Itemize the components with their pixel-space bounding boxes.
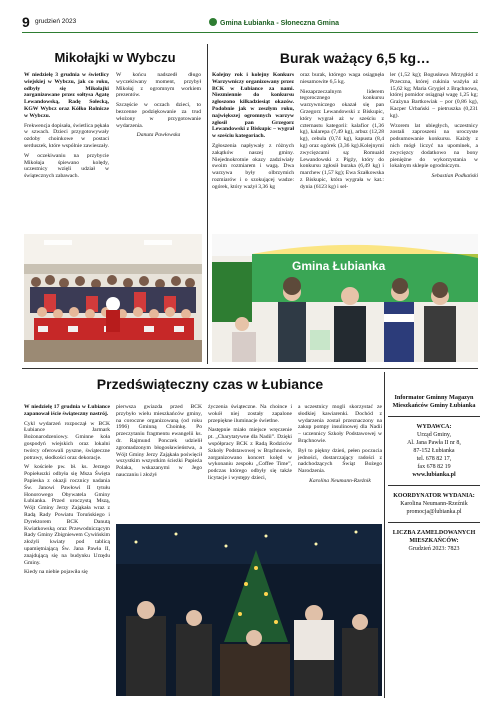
coordinator-name: Karolina Neumann-Rzeźnik	[400, 501, 468, 507]
christmas-photo-image	[116, 524, 382, 696]
paragraph: W końcu nadszedł długo wyczekiwany moment, przybył Mikołaj z ogromnym workiem prezentów.	[116, 72, 201, 99]
section-divider	[22, 368, 478, 369]
paragraph: Kolejny rok i kolejny Konkurs Warzywniczy organizowany przez BCK w Łubiance za nami. Niezmiennie do konkursu zgłoszono kilkadziesiąt okazów. Podobnie jak w zeszłym roku, największej ogromnych warzyw zgłosił pan Grzegorz Lewandowski z Biskupic – wygrał w sześciu kategoriach.	[212, 72, 294, 140]
article-1-col-1	[24, 72, 109, 183]
paragraph: W niedzielę 17 grudnia w Łubiance zapanował iście świąteczny nastrój.	[24, 404, 110, 417]
coordinator-label: KOORDYNATOR WYDANIA:	[393, 493, 475, 499]
page-number: 9	[22, 14, 30, 30]
paragraph: W kościele pw. bł. ks. Jerzego Popiełuszki odbyła się Msza Święta Papieska z okazji rocznicy nadania Św. Janowi Pawłowi II tytułu Honorowego Obywatela Gminy Łubianka. Przed uroczystą Mszą, Wójt Gminy Jerzy Zająkała wraz z Radą Rady Powiatu Toruńskiego i Dyrektorem BCK Danutą Kwiatkowską oraz Przewodniczącym Rady Gminy Zbigniewem Cywińskim złożyli kwiaty pod tablicą upamiętniającą Św. Jana Pawła II, znajdującą się na budynku Urzędu Gminy.	[24, 464, 110, 566]
publisher-line: Al. Jana Pawła II nr 8,	[407, 440, 461, 446]
publisher-sidebar	[388, 394, 480, 553]
signature: Sebastian Podkański	[431, 173, 478, 180]
article-2-title: Burak ważący 6,5 kg…	[279, 50, 431, 66]
paragraph: Następnie miało miejsce wręczenie pt. „Charytatywne dla Nadii”. Dzięki współpracy BCK z Radą Rodziców Szkoły Podstawowej w Brąchnowie, zorganizowano koncert kolęd w wykonaniu zespołu „Coffee Time”, podczas którego odbyły się także licytacje i występy dzieci,	[208, 427, 292, 481]
publisher-line: 87-152 Łubianka	[413, 448, 455, 454]
signature: Danuta Pawłowska	[136, 132, 181, 139]
coordinator-email[interactable]: promocja@lubianka.pl	[406, 509, 462, 515]
column-divider	[207, 44, 208, 364]
brand	[209, 18, 339, 27]
divider	[388, 416, 480, 417]
publisher-line: fax 678 82 19	[417, 464, 451, 470]
publisher-line: tel. 678 82 17,	[416, 456, 452, 462]
paragraph: pierwsza gwiazda przed BCK przybyło wielu mieszkańców gminy, na coroczne organizowaną (od roku 1996) Gminną Choinkę. Po przeczytaniu fragmentu ewangelii ks. dr. Rajmund Ponczek udzielił zgromadzonym błogosławieństwa, a Wójt Gminy Jerzy Zająkała poświęcił wszystkim wszystkim ścieżki Papieża Polaka, wskazanymi w Jego nauczaniu i złożył	[116, 404, 202, 478]
paragraph: a uczestnicy mogli skorzystać ze słodkiej kawiarenki. Dochód z wydarzenia został przeznaczony na zakup pompy insulinowej dla Nadii – uczennicy Szkoły Podstawowej w Brąchnowie.	[298, 404, 382, 444]
paragraph: ler (1,52 kg); Bogusława Mrzygłód z Przeczna, której cukinia ważyła aż 15,62 kg; Maria Grygiel z Brąchnowa, której pomidor osiągnął wagę 1,25 kg; Grażyna Bartkowiak – por (0,86 kg), Kacper Urbański – pietruszka (0,231 kg).	[390, 72, 478, 119]
divider	[388, 485, 480, 486]
paragraph: Był to piękny dzień, pełen poczucia jedności, dostarczający radości z nadchodzących Świąt Bożego Narodzenia.	[298, 447, 382, 475]
article-2-col-1	[212, 72, 294, 194]
divider	[388, 522, 480, 523]
article-3-title: Przedświąteczny czas w Łubiance	[96, 376, 324, 392]
population-value: Grudzień 2023: 7823	[408, 546, 460, 552]
population-label: LICZBA ZAMELDOWANYCH MIESZKAŃCÓW:	[392, 530, 476, 544]
paragraph: Cykl wydarzeń rozpoczął w BCK Łubiance Jarmark Bożonarodzeniowy. Gminne koła gospodyń wiejskich oraz lokalni twórcy oferowali pyszne, świąteczne potrawy, słodkości oraz dekoracje.	[24, 420, 110, 461]
article-1-title: Mikołajki w Wybczu	[54, 50, 176, 65]
photo-vegetable-contest	[212, 234, 478, 362]
paragraph: Szczęście w oczach dzieci, to bezcenne podziękowanie za trud włożony w przygotowanie wydarzenia.	[116, 102, 201, 129]
page-header	[22, 14, 478, 33]
paragraph: Niezaprzeczalnym liderem tegorocznego konkursu warzywniczego okazał się pan Grzegorz Lewandowski z Biskupic, który wygrał aż w sześciu z czternastu kategorii: kalafior (1,36 kg), kalarepa (7,49 kg), arbuz (12,28 kg), cebula (0,74 kg), kapusta (8,4 kg) oraz ogórek (3,36 kg).Kolejnymi zwycięzcami są: Romuald Lewandowski z Pigży, który do konkursu zgłosił buraka (6,49 kg) i marchew (1,57 kg); Ewa Szałkowska z Biskupic, która wygrała w kat.: dynia (6123 kg) i sel-	[300, 88, 384, 190]
article-3-col-4	[298, 404, 382, 488]
photo-christmas	[116, 524, 382, 696]
photo-banner-text: Gmina Łubianka	[292, 259, 386, 273]
publisher-line: Urząd Gminy,	[417, 432, 451, 438]
article-3-col-2	[116, 404, 202, 482]
paragraph: W oczekiwaniu na przybycie Mikołaja śpiewano kolędy, uczestnicy wzięli udział w świątecznych zabawach.	[24, 152, 109, 180]
article-2-col-2	[300, 72, 384, 194]
sidebar-divider	[384, 372, 385, 698]
paragraph: Zgłoszenia napływały z różnych zakątków naszej gminy. Niejednokrotnie okazy zadziwiały swoim rozmiarem i wagą. Dwa warzywa były olbrzymich rozmiarów i o szokującej wadze: ogórek, który ważył 3,36 kg	[212, 142, 294, 190]
article-3-col-1	[24, 404, 110, 579]
group-photo-image	[24, 234, 202, 362]
paragraph: Wzorem lat ubiegłych, uczestnicy zostali zaproszeni na uroczyste podsumowanie konkursu. Każdy z nich mógł liczyć na upominek, a zwycięzcy dodatkowo na bony pieniężne do wykorzystania w lokalnym sklepie ogrodniczym.	[390, 122, 478, 170]
publisher-label: WYDAWCA:	[416, 424, 452, 430]
gmina-logo-icon	[209, 18, 217, 26]
paragraph: Kiedy na niebie pojawiła się	[24, 569, 88, 576]
paragraph: W niedzielę 3 grudnia w świetlicy wiejskiej w Wybczu, jak co roku, odbyły się Mikołajki zorganizowane przez sołtysa Agatę Lewandowską, Radę Sołecką, KGW Wybcz oraz Kółko Rolnicze w Wybczu.	[24, 72, 109, 119]
brand-label: Gmina Łubianka - Słoneczna Gmina	[220, 20, 340, 27]
paragraph: Frekwencja dopisała, świetlica pękała w szwach. Dzieci przygotowywały ozdoby choinkowe w postaci serduszek, które wspólnie zawieszały.	[24, 122, 109, 149]
contest-photo-image	[212, 234, 478, 362]
article-2-col-3	[390, 72, 478, 183]
article-1-col-2	[116, 72, 201, 142]
photo-mikolajki	[24, 234, 202, 362]
paragraph: oraz burak, którego waga osiągnęła niesamowite 6,5 kg.	[300, 72, 384, 85]
article-3-col-3	[208, 404, 292, 485]
sidebar-title: Informator Gminny Magazyn Mieszkańców Gminy Łubianka	[392, 394, 476, 409]
issue-date: grudzień 2023	[35, 18, 77, 25]
paragraph: życzenia świąteczne. Na choince i wokół niej zostały zapalone przepiękne iluminacje świetlne.	[208, 404, 292, 424]
signature: Karolina Neumann-Rzeźnik	[309, 477, 371, 484]
website-link[interactable]: www.lubianka.pl	[412, 472, 456, 478]
